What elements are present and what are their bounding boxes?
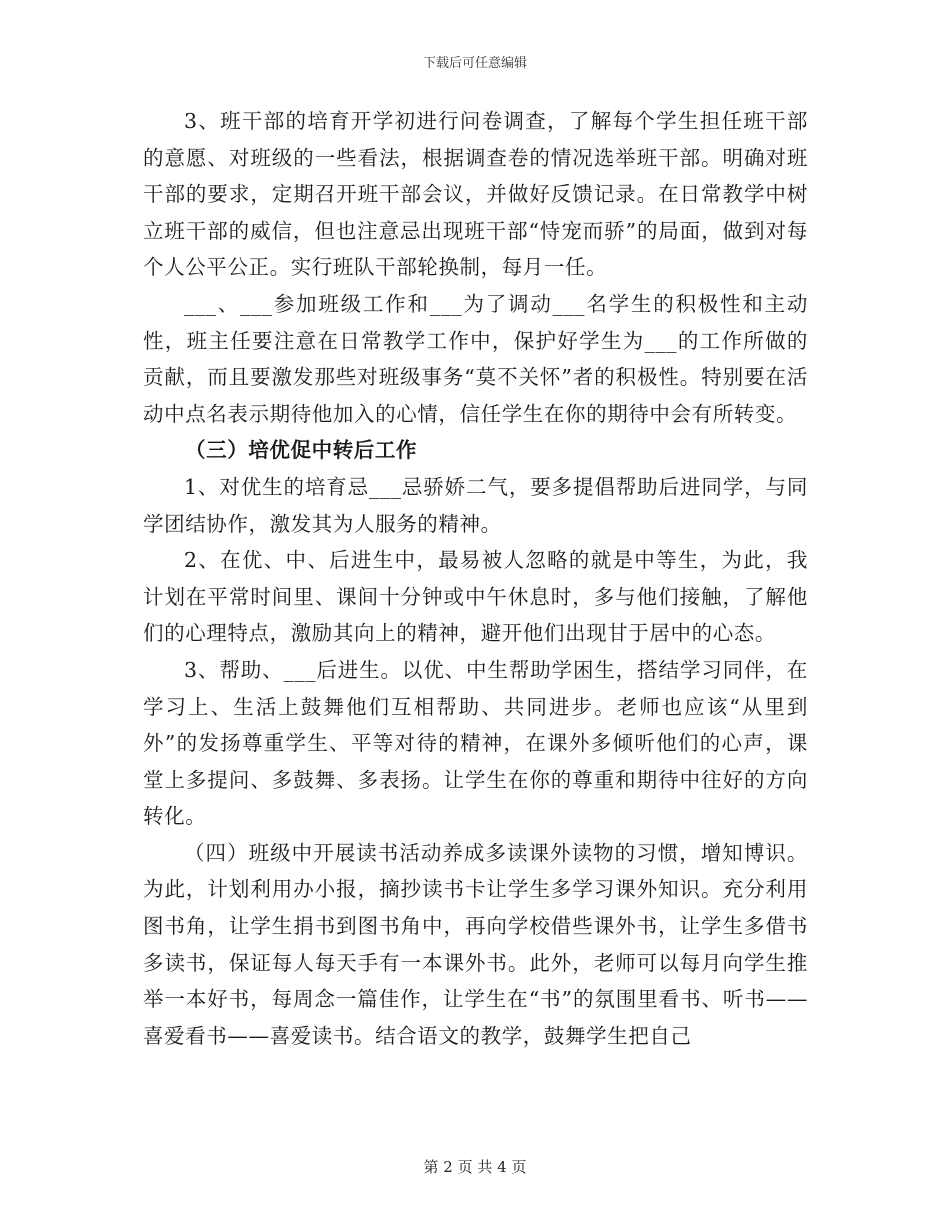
document-body [143, 103, 808, 1054]
page-footer: 第 2 页 共 4 页 [423, 1158, 527, 1176]
paragraph-middle-students: 2、在优、中、后进生中，最易被人忽略的就是中等生，为此，我计划在平常时间里、课间十分钟或中午休息时，多与他们接触，了解他们的心理特点，激励其向上的精神，避开他们出现甘于居中的心态。 [143, 548, 808, 646]
paragraph-class-cadre-training: 3、班干部的培育开学初进行问卷调查，了解每个学生担任班干部的意愿、对班级的一些看法，根据调查卷的情况选举班干部。明确对班干部的要求，定期召开班干部会议，并做好反馈记录。在日常教学中树立班干部的威信，但也注意忌出现班干部“恃宠而骄”的局面，做到对每个人公平公正。实行班队干部轮换制，每月一任。 [143, 109, 808, 280]
paragraph-top-students: 1、对优生的培育忌___忌骄娇二气，要多提倡帮助后进同学，与同学团结协作，激发其为人服务的精神。 [143, 474, 808, 536]
paragraph-struggling-students: 3、帮助、___后进生。以优、中生帮助学困生，搭结学习同伴，在学习上、生活上鼓舞他们互相帮助、共同进步。老师也应该“从里到外”的发扬尊重学生、平等对待的精神，在课外多倾听他们的心声，课堂上多提问、多鼓舞、多表扬。让学生在你的尊重和期待中往好的方向转化。 [143, 657, 808, 829]
section-heading-three: （三）培优促中转后工作 [185, 438, 418, 463]
page-header: 下载后可任意编辑 [422, 56, 527, 71]
paragraph-reading-activities: （四）班级中开展读书活动养成多读课外读物的习惯，增知博识。为此，计划利用办小报，摘抄读书卡让学生多学习课外知识。充分利用图书角，让学生捐书到图书角中，再向学校借些课外书，让学生多借书多读书，保证每人每天手有一本课外书。此外，老师可以每月向学生推举一本好书，每周念一篇佳作，让学生在“书”的氛围里看书、听书——喜爱看书——喜爱读书。结合语文的教学，鼓舞学生把自己 [143, 840, 808, 1048]
paragraph-student-participation: ___、___参加班级工作和___为了调动___名学生的积极性和主动性，班主任要注意在日常教学工作中，保护好学生为___的工作所做的贡献，而且要激发那些对班级事务“莫不关怀”者的积极性。特别要在活动中点名表示期待他加入的心情，信任学生在你的期待中会有所转变。 [143, 291, 808, 426]
